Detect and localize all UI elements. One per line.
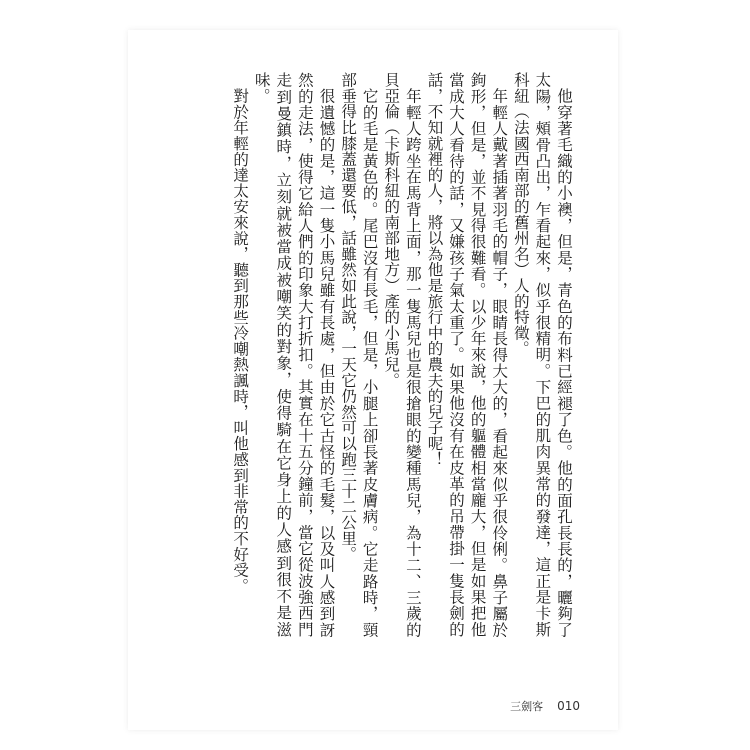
paragraph: 它的毛是黃色的。尾巴沒有長毛，但是，小腿上卻長著皮膚病。它走路時，頸部垂得比膝蓋還要低，話雖然如此說，一天它仍然可以跑三十二公里。: [339, 72, 379, 637]
paragraph: 很遺憾的是，這一隻小馬兒雖有長處，但由於它古怪的毛髮，以及叫人感到訝然的走法，使得它給人們的印象大打折扣。其實在十五分鐘前，當它從波強西門走到曼鎮時，立刻就被當成被嘲笑的對象，使得騎在它身上的人感到很不是滋味。: [252, 72, 336, 637]
book-page: [128, 30, 618, 730]
page-number: 010: [557, 699, 580, 713]
paragraph: 年輕人跨坐在馬背上面，那一隻馬兒也是很搶眼的變種馬兒，為十二、三歲的貝亞倫（卡斯科紐的南部地方）產的小馬兒。: [382, 72, 422, 637]
body-text: [159, 72, 574, 637]
paragraph: 對於年輕的達太安來說，聽到那些冷嘲熱諷時，叫他感到非常的不好受。: [231, 87, 250, 594]
page-footer: [510, 698, 580, 714]
paragraph: 年輕人戴著插著羽毛的帽子，眼睛長得大大的，看起來似乎很伶俐。鼻子屬於鉤形，但是，並不見得很難看。以少年來說，他的軀體相當龐大，但是如果把他當成大人看待的話，又嫌孩子氣太重了。如果他沒有在皮革的吊帶掛一隻長劍的話，不知就裡的人，將以為他是旅行中的農夫的兒子呢！: [425, 72, 509, 637]
paragraph: 他穿著毛織的小襖，但是，青色的布料已經褪了色。他的面孔長長的，曬夠了太陽，頰骨凸出，乍看起來，似乎很精明。下巴的肌肉異常的發達，這正是卡斯科紐（法國西南部的舊州名）人的特徵。: [511, 72, 573, 637]
book-title: 三劍客: [510, 700, 544, 713]
